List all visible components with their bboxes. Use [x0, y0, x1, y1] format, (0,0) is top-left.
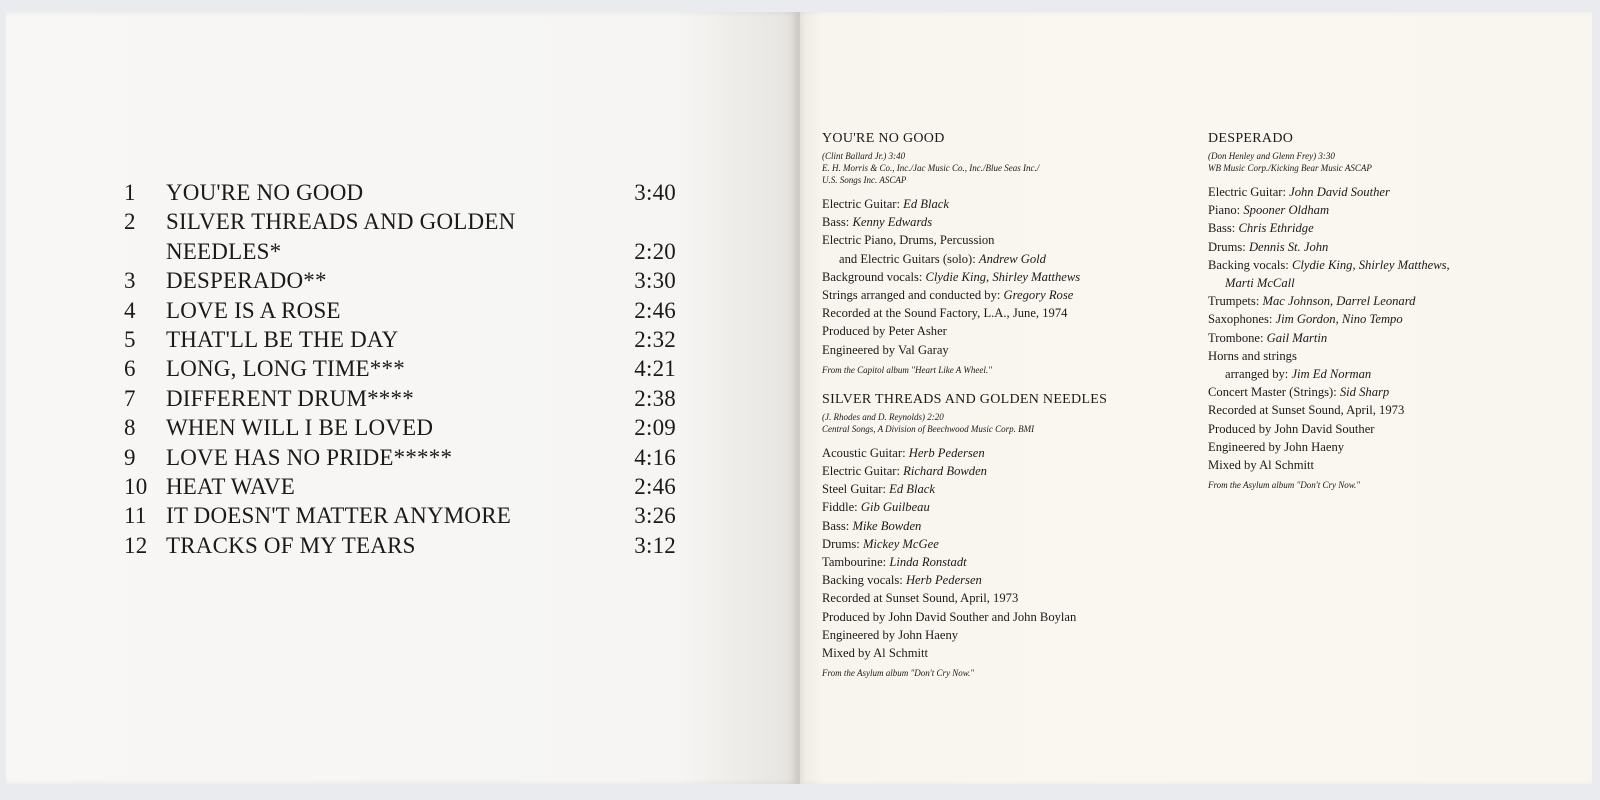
track-title: DESPERADO**	[166, 268, 327, 294]
credit-role: Produced by John David Souther	[1208, 421, 1375, 436]
track-row	[116, 178, 676, 207]
credit-name: Mike Bowden	[852, 518, 922, 533]
track-number: 12	[124, 532, 148, 558]
song-publisher: U.S. Songs Inc. ASCAP	[822, 175, 907, 185]
credit-role: Engineered by John Haeny	[1208, 439, 1345, 454]
track-duration: 2:46	[634, 297, 676, 323]
credit-line	[1208, 292, 1568, 310]
credits-silver-threads	[822, 391, 1182, 680]
credit-name: Linda Ronstadt	[889, 555, 967, 570]
credit-line	[1208, 201, 1568, 219]
track-number: 2	[124, 209, 136, 235]
credit-role: Trumpets:	[1208, 294, 1263, 309]
credit-role: Drums:	[822, 536, 863, 551]
credit-line	[822, 644, 1182, 662]
album-source-note: From the Asylum album "Don't Cry Now."	[1208, 480, 1361, 491]
credit-name: Spooner Oldham	[1243, 203, 1330, 218]
credit-role: and Electric Guitars (solo):	[839, 251, 979, 266]
credit-name: Marti McCall	[1225, 276, 1295, 291]
track-duration: 2:09	[634, 415, 676, 441]
credit-line	[1208, 219, 1568, 237]
credit-line	[822, 462, 1182, 480]
credit-role: Electric Guitar:	[822, 197, 904, 211]
credit-line	[1208, 456, 1568, 474]
track-row	[116, 443, 676, 472]
song-title: DESPERADO	[1208, 131, 1294, 146]
track-number: 4	[124, 297, 136, 323]
credit-name: John David Souther	[1289, 185, 1390, 199]
credit-name: Mickey McGee	[862, 536, 939, 551]
credit-role: Mixed by Al Schmitt	[1208, 458, 1315, 473]
album-source-note: From the Capitol album "Heart Like A Wheel."	[822, 364, 992, 375]
credit-name: Gail Martin	[1266, 330, 1328, 345]
track-duration: 2:38	[634, 385, 676, 411]
booklet-spine	[798, 12, 800, 784]
tracklist	[116, 178, 676, 560]
credit-line	[822, 480, 1182, 498]
track-row	[116, 501, 676, 530]
track-row	[116, 384, 676, 413]
song-publisher: WB Music Corp./Kicking Bear Music ASCAP	[1208, 163, 1372, 173]
credit-line	[822, 444, 1182, 462]
credit-role: Engineered by John Haeny	[822, 627, 959, 642]
track-title: SILVER THREADS AND GOLDEN NEEDLES*	[166, 209, 516, 264]
track-duration: 4:21	[634, 356, 676, 382]
track-number: 11	[124, 503, 147, 529]
track-number: 9	[124, 444, 136, 470]
track-row	[116, 207, 676, 266]
left-page	[6, 12, 798, 784]
track-duration: 2:46	[634, 474, 676, 500]
credit-line	[1208, 256, 1568, 274]
credit-line	[822, 553, 1182, 571]
credit-role: Concert Master (Strings):	[1208, 385, 1340, 400]
album-source-note: From the Asylum album "Don't Cry Now."	[822, 668, 975, 679]
track-title: YOU'RE NO GOOD	[166, 180, 364, 205]
track-number: 7	[124, 385, 136, 411]
right-page	[798, 12, 1592, 784]
credit-role: Recorded at Sunset Sound, April, 1973	[822, 591, 1019, 606]
credit-name: Andrew Gold	[978, 251, 1046, 266]
credit-role: Background vocals:	[822, 269, 926, 284]
credit-line	[1208, 238, 1568, 256]
credit-line	[822, 322, 1182, 340]
song-writers: (Don Henley and Glenn Frey) 3:30	[1208, 151, 1335, 161]
credit-name: Richard Bowden	[903, 464, 987, 479]
track-duration: 3:30	[634, 268, 676, 294]
song-publishing	[822, 411, 1182, 435]
credit-line	[822, 571, 1182, 589]
credit-line	[822, 268, 1182, 286]
song-publisher: E. H. Morris & Co., Inc./Jac Music Co., Inc./Blue Seas Inc./	[822, 163, 1040, 173]
credit-line	[822, 250, 1182, 268]
credit-name: Herb Pedersen	[905, 573, 982, 588]
credit-name: Gib Guilbeau	[860, 500, 930, 515]
track-number: 3	[124, 268, 136, 294]
credit-role: Recorded at the Sound Factory, L.A., June, 1974	[822, 306, 1068, 321]
credit-role: Electric Guitar:	[1208, 185, 1290, 199]
credit-name: Herb Pedersen	[908, 445, 985, 460]
track-number: 5	[124, 327, 136, 353]
credit-role: Tambourine:	[822, 555, 890, 570]
credit-name: Ed Black	[889, 482, 935, 497]
credit-role: Produced by Peter Asher	[822, 324, 947, 339]
track-title: LOVE HAS NO PRIDE*****	[166, 444, 453, 470]
credits-youre-no-good	[822, 130, 1182, 377]
track-row	[116, 266, 676, 295]
credit-line	[1208, 329, 1568, 347]
track-duration: 2:20	[634, 238, 676, 264]
credits-desperado	[1208, 130, 1568, 492]
track-title: LONG, LONG TIME***	[166, 356, 405, 382]
credit-line	[822, 498, 1182, 516]
credit-line	[822, 626, 1182, 644]
track-row	[116, 354, 676, 383]
track-duration: 4:16	[634, 444, 676, 470]
credit-name: Clydie King, Shirley Matthews,	[1291, 257, 1450, 272]
credits-column-left	[822, 130, 1182, 694]
credit-role: Backing vocals:	[822, 573, 906, 588]
credit-role: Saxophones:	[1208, 312, 1276, 327]
credit-lines	[822, 195, 1182, 359]
credit-role: Trombone:	[1208, 330, 1267, 345]
credit-role: Electric Piano, Drums, Percussion	[822, 233, 995, 248]
track-duration: 3:26	[634, 503, 676, 529]
credit-line	[822, 517, 1182, 535]
song-publisher: Central Songs, A Division of Beechwood Music Corp. BMI	[822, 423, 1035, 434]
credit-line	[1208, 183, 1568, 201]
credit-role: Acoustic Guitar:	[822, 445, 909, 460]
credit-line	[1208, 310, 1568, 328]
credit-role: Produced by John David Souther and John Boylan	[822, 609, 1077, 624]
credit-line	[822, 213, 1182, 231]
track-row	[116, 472, 676, 501]
credit-role: Steel Guitar:	[822, 482, 890, 497]
credit-name: Jim Gordon, Nino Tempo	[1275, 312, 1403, 327]
credits-column-right	[1208, 130, 1568, 506]
credit-role: Mixed by Al Schmitt	[822, 646, 929, 661]
track-number: 10	[124, 474, 148, 500]
song-writers: (Clint Ballard Jr.) 3:40	[822, 151, 906, 161]
credit-role: Fiddle:	[822, 500, 861, 515]
credit-lines	[1208, 183, 1568, 474]
credit-line	[822, 341, 1182, 359]
credit-role: arranged by:	[1225, 367, 1292, 382]
credit-line	[822, 231, 1182, 249]
track-duration: 2:32	[634, 327, 676, 353]
credit-role: Bass:	[822, 518, 853, 533]
credit-name: Gregory Rose	[1003, 288, 1074, 303]
song-title: SILVER THREADS AND GOLDEN NEEDLES	[822, 391, 1108, 407]
song-writers: (J. Rhodes and D. Reynolds) 2:20	[822, 411, 944, 422]
credit-role: Bass:	[1208, 221, 1239, 236]
credit-role: Piano:	[1208, 203, 1244, 218]
credit-line	[1208, 383, 1568, 401]
song-publishing	[822, 150, 1182, 186]
credit-line	[822, 535, 1182, 553]
track-title: WHEN WILL I BE LOVED	[166, 415, 434, 441]
track-number: 1	[124, 180, 136, 205]
credit-name: Chris Ethridge	[1238, 221, 1314, 236]
credit-line	[1208, 365, 1568, 383]
track-row	[116, 296, 676, 325]
track-row	[116, 413, 676, 442]
track-row	[116, 325, 676, 354]
credit-role: Recorded at Sunset Sound, April, 1973	[1208, 403, 1405, 418]
track-title: DIFFERENT DRUM****	[166, 385, 414, 411]
credit-line	[822, 608, 1182, 626]
track-number: 6	[124, 356, 136, 382]
credit-name: Sid Sharp	[1339, 385, 1390, 400]
track-duration: 3:40	[634, 180, 676, 205]
credit-line	[822, 304, 1182, 322]
track-duration: 3:12	[634, 532, 676, 558]
track-title: LOVE IS A ROSE	[166, 297, 341, 323]
track-number: 8	[124, 415, 136, 441]
track-title: IT DOESN'T MATTER ANYMORE	[166, 503, 512, 529]
track-title: THAT'LL BE THE DAY	[166, 327, 399, 353]
credit-role: Engineered by Val Garay	[822, 342, 949, 357]
credit-name: Dennis St. John	[1248, 239, 1329, 254]
credit-line	[1208, 420, 1568, 438]
credit-role: Bass:	[822, 215, 853, 230]
credit-line	[822, 286, 1182, 304]
credit-role: Horns and strings	[1208, 348, 1297, 363]
track-title: HEAT WAVE	[166, 474, 295, 500]
track-row	[116, 531, 676, 560]
credit-name: Clydie King, Shirley Matthews	[925, 269, 1081, 284]
credit-line	[1208, 347, 1568, 365]
credit-role: Backing vocals:	[1208, 257, 1292, 272]
credit-line	[1208, 401, 1568, 419]
credit-lines	[822, 444, 1182, 662]
credit-role: Strings arranged and conducted by:	[822, 288, 1004, 303]
song-title: YOU'RE NO GOOD	[822, 131, 945, 146]
credit-role: Drums:	[1208, 239, 1249, 254]
credit-name: Ed Black	[903, 197, 949, 211]
credit-line	[822, 195, 1182, 213]
credit-name: Kenny Edwards	[852, 215, 933, 230]
credit-name: Jim Ed Norman	[1291, 367, 1372, 382]
track-title: TRACKS OF MY TEARS	[166, 532, 416, 558]
credit-line	[1208, 274, 1568, 292]
song-publishing	[1208, 150, 1568, 174]
credit-line	[1208, 438, 1568, 456]
credit-name: Mac Johnson, Darrel Leonard	[1262, 294, 1416, 309]
credit-role: Electric Guitar:	[822, 464, 904, 479]
credit-line	[822, 589, 1182, 607]
cd-booklet-spread	[6, 12, 1592, 784]
